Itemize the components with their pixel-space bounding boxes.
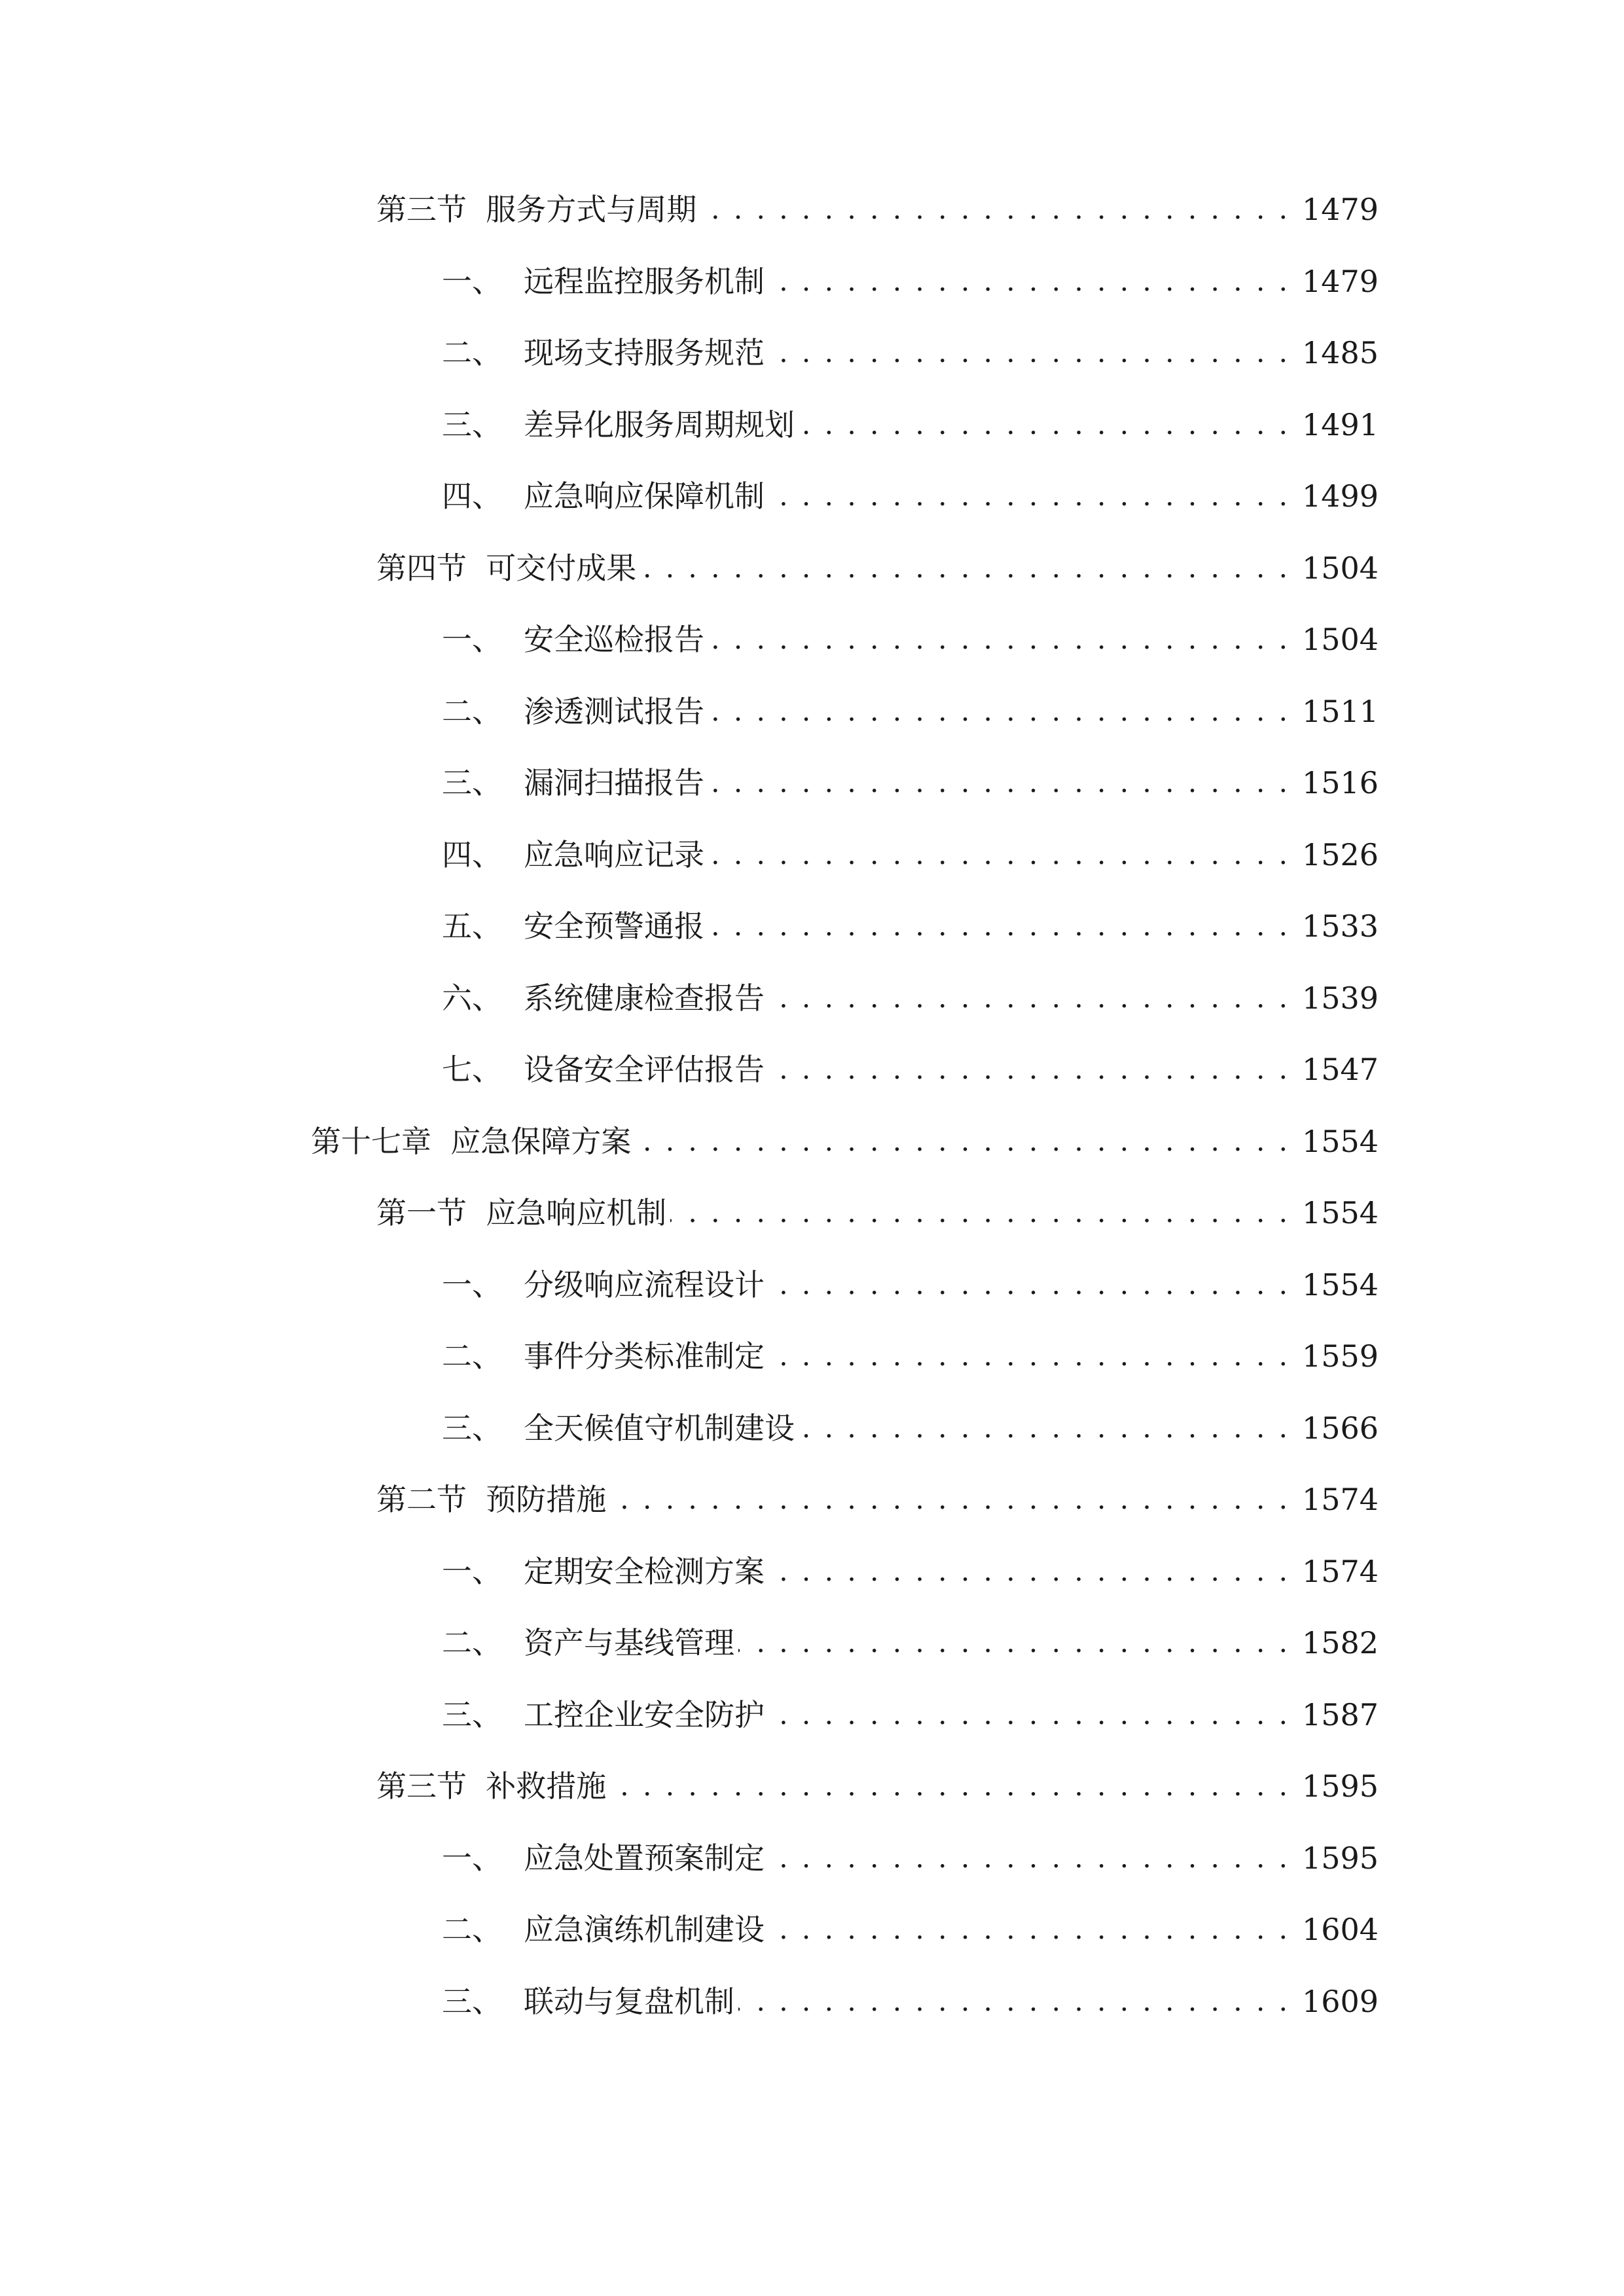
- toc-dot-leader: [768, 1903, 1290, 1956]
- toc-entry-number: 一、: [442, 622, 502, 657]
- toc-entry-number: 四、: [442, 478, 502, 514]
- toc-entry[interactable]: [0, 1259, 1624, 1311]
- toc-dot-leader: [768, 1043, 1290, 1096]
- toc-entry-label: [442, 399, 795, 451]
- toc-dot-leader: [768, 1689, 1290, 1741]
- toc-entry-label: [442, 757, 704, 809]
- toc-entry-number: 三、: [442, 765, 502, 800]
- toc-dot-leader: [610, 1760, 1290, 1812]
- toc-entry-number: 二、: [442, 1625, 502, 1660]
- toc-dot-leader: [768, 1259, 1290, 1311]
- toc-entry[interactable]: [0, 183, 1624, 236]
- toc-dot-leader: [799, 1402, 1290, 1454]
- toc-entry-number: 五、: [442, 908, 502, 944]
- toc-entry-label: [442, 1689, 765, 1741]
- toc-page-number: 1559: [1302, 1338, 1379, 1374]
- toc-entry-number: 七、: [442, 1052, 502, 1087]
- toc-entry-title: 差异化服务周期规划: [524, 406, 795, 442]
- toc-entry[interactable]: [0, 757, 1624, 809]
- toc-entry-label: [442, 685, 704, 738]
- toc-entry-title: 第一节 应急响应机制: [376, 1195, 667, 1230]
- toc-entry[interactable]: [0, 1330, 1624, 1382]
- toc-dot-leader: [708, 829, 1290, 881]
- toc-dot-leader: [738, 1975, 1290, 2028]
- toc-entry-title: 资产与基线管理: [524, 1625, 734, 1660]
- toc-dot-leader: [768, 255, 1290, 308]
- toc-entry-label: [442, 613, 704, 666]
- toc-entry[interactable]: [0, 1832, 1624, 1884]
- toc-dot-leader: [708, 685, 1290, 738]
- toc-entry-label: [442, 1043, 765, 1096]
- toc-entry-number: 二、: [442, 1338, 502, 1374]
- toc-entry-title: 事件分类标准制定: [524, 1338, 765, 1374]
- toc-dot-leader: [768, 470, 1290, 522]
- toc-entry[interactable]: [0, 1689, 1624, 1741]
- toc-entry[interactable]: [0, 829, 1624, 881]
- toc-entry-number: 二、: [442, 693, 502, 729]
- toc-page-number: 1566: [1302, 1410, 1379, 1446]
- toc-entry-label: [442, 1832, 765, 1884]
- toc-entry[interactable]: [0, 255, 1624, 308]
- toc-page-number: 1609: [1302, 1983, 1379, 2019]
- toc-page-number: 1582: [1302, 1625, 1379, 1660]
- toc-entry[interactable]: [0, 613, 1624, 666]
- toc-page-number: 1485: [1302, 335, 1379, 370]
- toc-entry-label: [376, 1473, 606, 1526]
- toc-entry-number: 一、: [442, 1266, 502, 1302]
- toc-entry-title: 第二节 预防措施: [376, 1482, 607, 1517]
- toc-page-number: 1547: [1302, 1052, 1379, 1087]
- toc-entry-title: 安全巡检报告: [524, 622, 704, 657]
- toc-entry[interactable]: [0, 1903, 1624, 1956]
- toc-dot-leader: [768, 327, 1290, 379]
- toc-dot-leader: [738, 1617, 1290, 1669]
- toc-entry-title: 现场支持服务规范: [524, 335, 765, 370]
- toc-entry-label: [442, 900, 704, 952]
- toc-entry[interactable]: [0, 1187, 1624, 1239]
- toc-entry-title: 应急演练机制建设: [524, 1912, 765, 1947]
- toc-entry[interactable]: [0, 399, 1624, 451]
- toc-entry-label: [442, 972, 765, 1024]
- toc-dot-leader: [635, 1115, 1290, 1168]
- toc-page-number: 1504: [1302, 550, 1379, 586]
- toc-entry-label: [442, 470, 765, 522]
- toc-entry-number: 三、: [442, 1696, 502, 1732]
- toc-dot-leader: [610, 1473, 1290, 1526]
- toc-entry-title: 远程监控服务机制: [524, 263, 765, 299]
- toc-entry-title: 第三节 补救措施: [376, 1768, 607, 1804]
- toc-entry-label: [376, 1187, 666, 1239]
- toc-entry-number: 六、: [442, 980, 502, 1016]
- toc-page-number: 1511: [1302, 693, 1379, 729]
- toc-entry-title: 分级响应流程设计: [524, 1266, 765, 1302]
- toc-entry[interactable]: [0, 1115, 1624, 1168]
- toc-entry-number: 三、: [442, 1410, 502, 1446]
- toc-entry[interactable]: [0, 1043, 1624, 1096]
- toc-entry-number: 一、: [442, 263, 502, 299]
- toc-entry-label: [442, 1617, 734, 1669]
- toc-entry-title: 第十七章 应急保障方案: [311, 1123, 632, 1159]
- toc-entry-label: [442, 1402, 795, 1454]
- toc-page-number: 1516: [1302, 765, 1379, 800]
- toc-entry-label: [442, 1975, 734, 2028]
- toc-entry-title: 应急响应记录: [524, 836, 704, 872]
- toc-page-number: 1574: [1302, 1482, 1379, 1517]
- toc-entry[interactable]: [0, 1402, 1624, 1454]
- toc-entry-label: [442, 1545, 765, 1598]
- toc-entry-title: 工控企业安全防护: [524, 1696, 765, 1732]
- toc-entry-number: 四、: [442, 836, 502, 872]
- toc-dot-leader: [768, 1545, 1290, 1598]
- toc-entry-title: 漏洞扫描报告: [524, 765, 704, 800]
- toc-entry[interactable]: [0, 1545, 1624, 1598]
- toc-entry-label: [442, 829, 704, 881]
- toc-dot-leader: [670, 1187, 1290, 1239]
- toc-entry-title: 渗透测试报告: [524, 693, 704, 729]
- toc-page-number: 1539: [1302, 980, 1379, 1016]
- toc-entry-label: [376, 183, 696, 236]
- toc-entry-label: [442, 1330, 765, 1382]
- toc-page-number: 1554: [1302, 1123, 1379, 1159]
- toc-entry-label: [311, 1115, 631, 1168]
- toc-entry-title: 第四节 可交付成果: [376, 550, 637, 586]
- toc-entry[interactable]: [0, 972, 1624, 1024]
- toc-entry[interactable]: [0, 470, 1624, 522]
- toc-dot-leader: [708, 900, 1290, 952]
- toc-entry-number: 三、: [442, 406, 502, 442]
- toc-entry-label: [442, 1259, 765, 1311]
- toc-dot-leader: [708, 613, 1290, 666]
- toc-entry-label: [442, 1903, 765, 1956]
- toc-entry-label: [376, 542, 636, 594]
- toc-entry-title: 定期安全检测方案: [524, 1553, 765, 1589]
- toc-page-number: 1554: [1302, 1195, 1379, 1230]
- toc-entry-number: 一、: [442, 1553, 502, 1589]
- toc-page-number: 1479: [1302, 263, 1379, 299]
- toc-page-number: 1554: [1302, 1266, 1379, 1302]
- toc-page-number: 1491: [1302, 406, 1379, 442]
- toc-dot-leader: [768, 1330, 1290, 1382]
- toc-entry-title: 联动与复盘机制: [524, 1983, 734, 2019]
- toc-entry[interactable]: [0, 1617, 1624, 1669]
- toc-entry-title: 设备安全评估报告: [524, 1052, 765, 1087]
- toc-page-number: 1595: [1302, 1840, 1379, 1876]
- toc-entry-title: 应急处置预案制定: [524, 1840, 765, 1876]
- toc-page-number: 1574: [1302, 1553, 1379, 1589]
- toc-entry-number: 一、: [442, 1840, 502, 1876]
- toc-entry-number: 二、: [442, 335, 502, 370]
- toc-page-number: 1604: [1302, 1912, 1379, 1947]
- toc-dot-leader: [768, 972, 1290, 1024]
- toc-dot-leader: [700, 183, 1290, 236]
- toc-dot-leader: [640, 542, 1290, 594]
- toc-page-number: 1533: [1302, 908, 1379, 944]
- toc-entry[interactable]: [0, 900, 1624, 952]
- toc-entry[interactable]: [0, 1975, 1624, 2028]
- toc-entry[interactable]: [0, 685, 1624, 738]
- toc-page-number: 1526: [1302, 836, 1379, 872]
- toc-page-number: 1504: [1302, 622, 1379, 657]
- toc-dot-leader: [768, 1832, 1290, 1884]
- toc-dot-leader: [799, 399, 1290, 451]
- toc-page-number: 1499: [1302, 478, 1379, 514]
- toc-entry[interactable]: [0, 1473, 1624, 1526]
- toc-page-number: 1595: [1302, 1768, 1379, 1804]
- toc-entry[interactable]: [0, 1760, 1624, 1812]
- toc-page-number: 1587: [1302, 1696, 1379, 1732]
- toc-entry-title: 安全预警通报: [524, 908, 704, 944]
- toc-entry-label: [442, 255, 765, 308]
- toc-page-number: 1479: [1302, 192, 1379, 227]
- toc-entry-title: 第三节 服务方式与周期: [376, 192, 697, 227]
- toc-entry-number: 二、: [442, 1912, 502, 1947]
- toc-entry-label: [376, 1760, 606, 1812]
- toc-entry-number: 三、: [442, 1983, 502, 2019]
- toc-entry-title: 应急响应保障机制: [524, 478, 765, 514]
- toc-dot-leader: [708, 757, 1290, 809]
- toc-entry-title: 全天候值守机制建设: [524, 1410, 795, 1446]
- toc-entry-label: [442, 327, 765, 379]
- toc-entry[interactable]: [0, 542, 1624, 594]
- toc-entry[interactable]: [0, 327, 1624, 379]
- toc-entry-title: 系统健康检查报告: [524, 980, 765, 1016]
